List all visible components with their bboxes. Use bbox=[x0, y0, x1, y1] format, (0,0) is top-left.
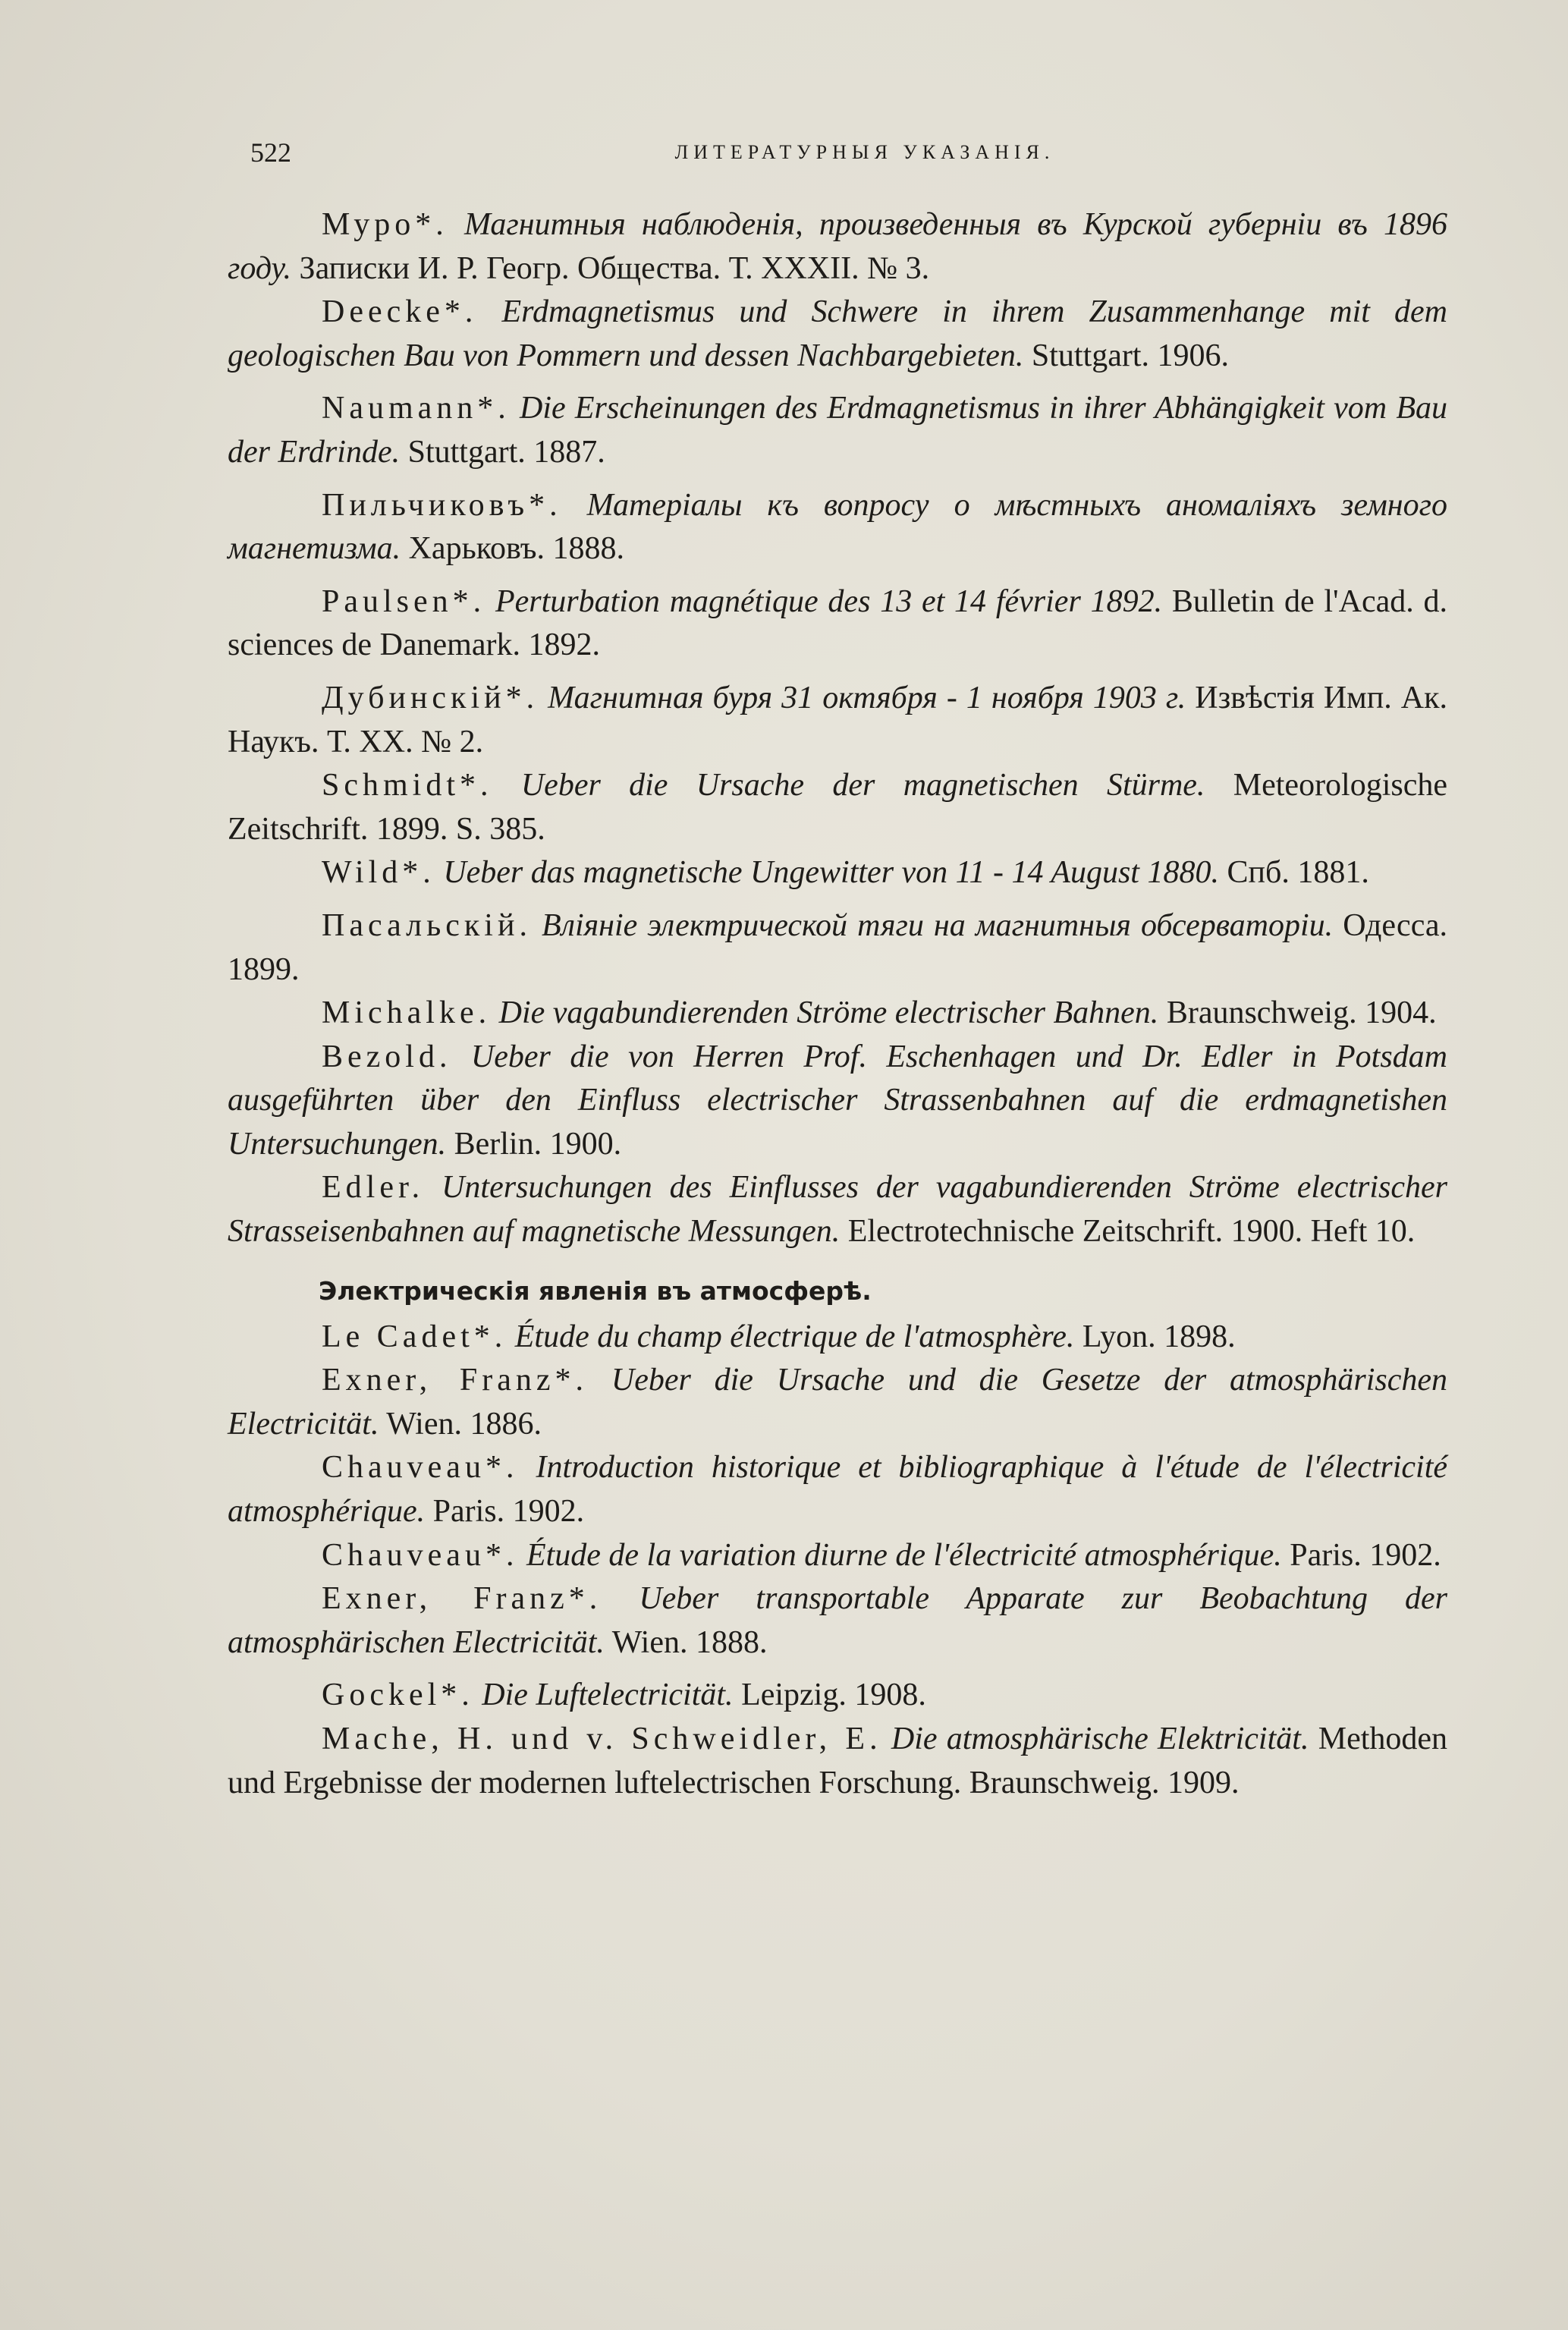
entry-title: Магнитная буря 31 октября - 1 ноября 1903 г. bbox=[548, 680, 1186, 715]
entry-publication-info: Methoden und Ergebnisse der modernen luftelectrischen Forschung. Braunschweig. 1909. bbox=[228, 1722, 1448, 1800]
page-header bbox=[250, 134, 1449, 171]
section-heading: Электрическія явленія въ атмосферѣ. bbox=[319, 1275, 872, 1306]
entry-title: Die atmosphärische Elektricität. bbox=[891, 1722, 1309, 1756]
bibliography-entry bbox=[228, 904, 1447, 992]
entry-title: Die Erscheinungen des Erdmagnetismus in ihrer Abhängigkeit vom Bau der Erdrinde. bbox=[228, 391, 1448, 470]
entry-publication-info: Спб. 1881. bbox=[1227, 855, 1369, 891]
entry-title: Ueber die Ursache und die Gesetze der atmosphärischen Electricität. bbox=[228, 1363, 1447, 1442]
entry-author: Wild*. bbox=[322, 855, 435, 891]
bibliography-entry bbox=[228, 387, 1447, 474]
entry-title: Ueber die von Herren Prof. Eschenhagen und Dr. Edler in Potsdam ausgeführten über den Einfluss electrischer Strassenbahnen auf die erdmagnetishen Untersuchungen. bbox=[228, 1039, 1448, 1162]
entry-title: Вліяніе электрической тяги на магнитныя обсерваторіи. bbox=[542, 907, 1334, 943]
bibliography-list-atmospheric-electricity bbox=[228, 1316, 1447, 1806]
entry-title: Ueber die Ursache der magnetischen Stürme. bbox=[520, 768, 1205, 803]
bibliography-entry bbox=[228, 1674, 1447, 1718]
entry-author: Пильчиковъ*. bbox=[322, 487, 562, 523]
entry-publication-info: Lyon. 1898. bbox=[1082, 1319, 1236, 1354]
bibliography-list-geomagnetism bbox=[228, 203, 1447, 1254]
entry-author: Exner, Franz*. bbox=[322, 1363, 589, 1398]
bibliography-entry bbox=[228, 1359, 1447, 1446]
entry-publication-info: Meteorologische Zeitschrift. 1899. S. 385. bbox=[228, 768, 1448, 847]
entry-author: Gockel*. bbox=[322, 1678, 474, 1713]
entry-author: Муро*. bbox=[322, 207, 448, 242]
entry-title: Ueber das magnetische Ungewitter von 11 - 14 August 1880. bbox=[443, 855, 1219, 891]
entry-author: Пасальскій. bbox=[322, 907, 532, 943]
bibliography-entry bbox=[228, 992, 1447, 1036]
bibliography bbox=[228, 203, 1447, 1805]
bibliography-entry bbox=[228, 1534, 1447, 1578]
bibliography-entry bbox=[228, 1316, 1447, 1360]
entry-author: Bezold. bbox=[322, 1039, 452, 1074]
entry-title: Étude de la variation diurne de l'électricité atmosphérique. bbox=[526, 1537, 1282, 1573]
entry-publication-info: Извѣстія Имп. Ак. Наукъ. Т. XX. № 2. bbox=[228, 680, 1448, 759]
bibliography-entry bbox=[228, 484, 1447, 571]
bibliography-entry bbox=[228, 677, 1447, 764]
bibliography-entry bbox=[228, 851, 1447, 895]
entry-author: Exner, Franz*. bbox=[322, 1581, 602, 1617]
page-number: 522 bbox=[250, 137, 291, 168]
entry-title: Untersuchungen des Einflusses der vagabundierenden Ströme electrischer Strasseisenbahnen auf magnetische Messungen. bbox=[228, 1170, 1447, 1250]
bibliography-entry bbox=[228, 291, 1447, 378]
entry-author: Mache, H. und v. Schweidler, E. bbox=[322, 1722, 882, 1756]
entry-publication-info: Харьковъ. 1888. bbox=[408, 531, 624, 567]
entry-author: Schmidt*. bbox=[322, 768, 493, 803]
entry-title: Étude du champ électrique de l'atmosphère. bbox=[514, 1319, 1075, 1354]
bibliography-entry bbox=[228, 580, 1447, 668]
entry-publication-info: Paris. 1902. bbox=[1290, 1537, 1441, 1573]
entry-author: Michalke. bbox=[322, 995, 492, 1031]
entry-author: Le Cadet*. bbox=[322, 1319, 507, 1354]
bibliography-entry bbox=[228, 203, 1447, 291]
entry-author: Дубинскій*. bbox=[322, 680, 539, 715]
entry-publication-info: Leipzig. 1908. bbox=[741, 1678, 926, 1713]
entry-publication-info: Bulletin de l'Acad. d. sciences de Danemark. 1892. bbox=[228, 583, 1448, 663]
bibliography-entry bbox=[228, 764, 1447, 851]
bibliography-entry bbox=[228, 1036, 1447, 1167]
entry-author: Paulsen*. bbox=[322, 583, 486, 619]
entry-title: Die vagabundierenden Ströme electrischer Bahnen. bbox=[498, 995, 1159, 1031]
entry-publication-info: Wien. 1886. bbox=[386, 1406, 542, 1442]
entry-publication-info: Записки И. Р. Геогр. Общества. Т. XXXII. № 3. bbox=[299, 250, 930, 286]
entry-publication-info: Berlin. 1900. bbox=[454, 1126, 622, 1162]
entry-publication-info: Одесса. 1899. bbox=[228, 907, 1447, 987]
bibliography-entry bbox=[228, 1577, 1447, 1665]
entry-publication-info: Stuttgart. 1906. bbox=[1031, 338, 1230, 373]
entry-title: Introduction historique et bibliographique à l'étude de l'électricité atmosphérique. bbox=[228, 1450, 1448, 1530]
entry-title: Erdmagnetismus und Schwere in ihrem Zusammenhange mit dem geologischen Bau von Pommern und dessen Nachbargebieten. bbox=[228, 294, 1447, 373]
entry-title: Die Luftelectricität. bbox=[482, 1678, 734, 1713]
entry-title: Магнитныя наблюденія, произведенныя въ Курской губерніи въ 1896 году. bbox=[228, 207, 1448, 286]
bibliography-entry bbox=[228, 1166, 1447, 1253]
entry-title: Perturbation magnétique des 13 et 14 février 1892. bbox=[495, 583, 1163, 619]
bibliography-entry bbox=[228, 1446, 1447, 1533]
entry-publication-info: Paris. 1902. bbox=[432, 1494, 585, 1530]
entry-publication-info: Wien. 1888. bbox=[611, 1624, 768, 1660]
entry-author: Deecke*. bbox=[322, 294, 478, 330]
entry-author: Edler. bbox=[322, 1170, 425, 1206]
running-title: ЛИТЕРАТУРНЫЯ УКАЗАНІЯ. bbox=[674, 141, 1055, 163]
entry-publication-info: Electrotechnische Zeitschrift. 1900. Heft 10. bbox=[847, 1214, 1416, 1250]
entry-title: Ueber transportable Apparate zur Beobachtung der atmosphärischen Electricität. bbox=[228, 1581, 1448, 1660]
entry-title: Матеріалы къ вопросу о мѣстныхъ аномаліяхъ земного магнетизма. bbox=[228, 487, 1448, 567]
entry-author: Chauveau*. bbox=[322, 1450, 519, 1486]
entry-publication-info: Stuttgart. 1887. bbox=[407, 434, 605, 470]
entry-author: Chauveau*. bbox=[322, 1537, 519, 1573]
bibliography-entry bbox=[228, 1718, 1447, 1805]
entry-author: Naumann*. bbox=[322, 391, 511, 426]
entry-publication-info: Braunschweig. 1904. bbox=[1166, 995, 1437, 1031]
